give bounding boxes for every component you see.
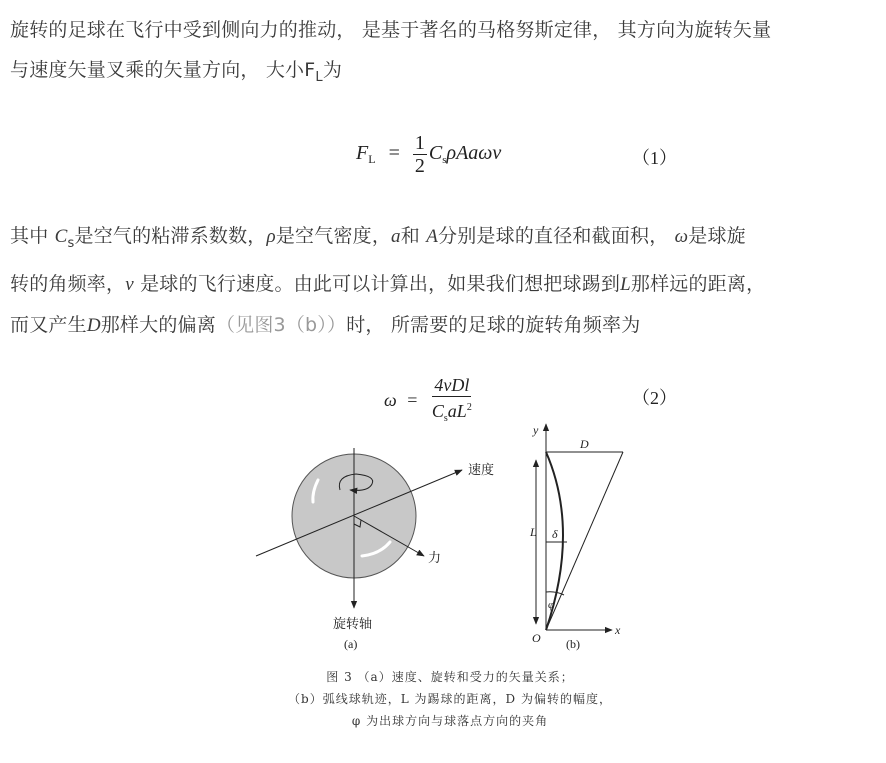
paragraph-magnus-intro xyxy=(10,10,880,98)
D-label: D xyxy=(580,437,589,451)
paragraph-line: 而又产生D那样大的偏离（见图3（b））时， 所需要的足球的旋转角频率为 xyxy=(10,314,641,336)
panel-b-label: (b) xyxy=(566,637,580,651)
figure-caption: 图 3 （a）速度、旋转和受力的矢量关系； （b）弧线球轨迹，L 为踢球的距离，D 为偏转的幅度， φ 为出球方向与球落点方向的夹角 xyxy=(288,670,612,728)
equation-2: ω = $\frac{\text{4vDl}}{C_saL^2}$ xyxy=(384,374,476,430)
force-label: 力 xyxy=(428,551,442,566)
equation-number-1: （1） xyxy=(632,148,677,168)
panel-a-label: (a) xyxy=(344,637,358,651)
L-label: L xyxy=(530,525,537,539)
phi-label: φ xyxy=(548,599,555,611)
figure-3 xyxy=(240,420,650,659)
panel-a-ball-diagram xyxy=(256,448,462,608)
figure-reference-link[interactable]: （见图3（b）） xyxy=(215,314,347,336)
paragraph-line: 与速度矢量叉乘的矢量方向， 大小$F_L$为 xyxy=(10,59,343,85)
velocity-label: 速度 xyxy=(468,463,495,478)
paragraph-variables xyxy=(10,216,880,346)
delta-label: δ xyxy=(552,527,558,541)
origin-label: O xyxy=(532,631,541,645)
spin-axis-label: 旋转轴 xyxy=(333,617,373,632)
x-axis-label: x xyxy=(615,623,621,637)
equation-number-2: （2） xyxy=(632,388,677,408)
equation-1: $F_L$ = $\frac{1}{2}$ $C_s\rho Aa\omega v$ xyxy=(356,132,502,177)
fraction-half: $\frac{1}{2}$ xyxy=(414,132,425,177)
paragraph-line: 其中 $C_s$是空气的粘滞系数数，ρ是空气密度，a和 A分别是球的直径和截面积， ω是球旋 xyxy=(10,225,746,251)
paragraph-line: 旋转的足球在飞行中受到侧向力的推动， 是基于著名的马格努斯定律， 其方向为旋转矢量 xyxy=(10,19,772,41)
paragraph-line: 转的角频率，v 是球的飞行速度。由此可以计算出，如果我们想把球踢到L那样远的距离， xyxy=(10,273,766,295)
y-axis-label: y xyxy=(533,423,539,437)
fraction-omega: $\frac{\text{4vDl}}{C_saL^2}$ xyxy=(431,375,472,424)
figure-3-diagram xyxy=(240,420,650,655)
